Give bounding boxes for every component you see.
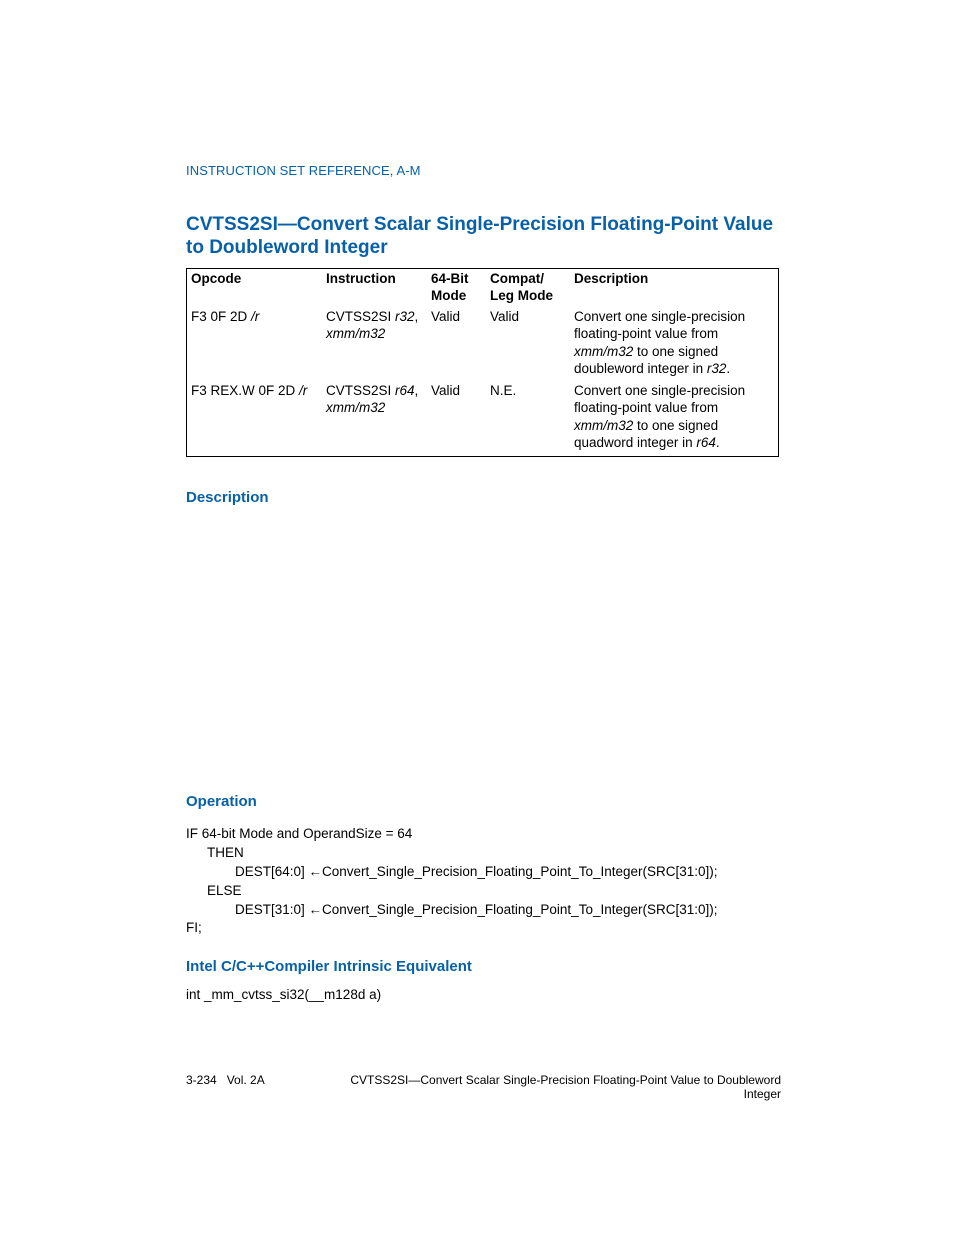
col-header-compat-line1: Compat/ — [490, 271, 544, 286]
footer-page-ref: 3-234 Vol. 2A — [186, 1073, 265, 1087]
operation-code-line-4: ELSE — [207, 883, 242, 898]
col-header-64bit-mode — [431, 270, 469, 305]
col-header-64bit-line2: Mode — [431, 288, 467, 304]
row2-desc-operand: xmm/m32 — [574, 417, 634, 433]
row2-desc-line1: Convert one single-precision — [574, 383, 746, 398]
row1-instruction — [326, 308, 418, 343]
row1-desc-line2: floating-point value from — [574, 326, 719, 342]
col-header-opcode: Opcode — [191, 271, 242, 286]
row1-instr-sep: , — [414, 309, 419, 324]
col-header-compat-mode — [490, 270, 553, 305]
row2-description — [574, 382, 774, 451]
row2-opcode — [191, 382, 307, 399]
row2-instr-mnemonic: CVTSS2SI — [326, 383, 396, 398]
operation-code-line-2: THEN — [207, 845, 244, 860]
row1-desc-operand: xmm/m32 — [574, 343, 634, 359]
row2-64bit-mode: Valid — [431, 383, 461, 398]
row1-64bit-mode: Valid — [431, 309, 461, 324]
row1-instr-dest: r32 — [395, 309, 415, 324]
section-heading-description: Description — [186, 489, 269, 506]
section-heading-intrinsic: Intel C/C++Compiler Intrinsic Equivalent — [186, 958, 472, 975]
col-header-description: Description — [574, 271, 649, 286]
row1-desc-line3: to one signed — [633, 343, 719, 359]
row1-instr-src: xmm/m32 — [326, 326, 386, 342]
row1-opcode-text: F3 0F 2D — [191, 309, 252, 324]
col-header-instruction: Instruction — [326, 271, 396, 286]
row2-instr-dest: r64 — [395, 383, 415, 398]
row2-instruction — [326, 382, 418, 417]
opcode-table — [186, 268, 779, 457]
row1-desc-line1: Convert one single-precision — [574, 309, 746, 324]
row1-description — [574, 308, 774, 377]
row2-desc-line3: to one signed — [633, 417, 719, 433]
row1-compat-mode: Valid — [490, 309, 520, 324]
row2-desc-line4: quadword integer in — [574, 434, 697, 450]
row2-desc-dest: r64 — [696, 434, 716, 450]
page-title: CVTSS2SI—Convert Scalar Single-Precision Floating-Point Value to Doubleword Integer — [186, 214, 774, 258]
operation-code-line-5: DEST[31:0] ←Convert_Single_Precision_Floating_Point_To_Integer(SRC[31:0]); — [235, 902, 718, 917]
row1-instr-mnemonic: CVTSS2SI — [326, 309, 396, 324]
row2-compat-mode: N.E. — [490, 383, 517, 398]
section-heading-operation: Operation — [186, 793, 257, 810]
operation-code-line-6: FI; — [186, 920, 202, 935]
row1-desc-dest: r32 — [706, 360, 727, 376]
row2-instr-src: xmm/m32 — [326, 400, 386, 416]
row2-opcode-modrm: /r — [299, 383, 308, 398]
footer-doc-title: CVTSS2SI—Convert Scalar Single-Precision Floating-Point Value to Doubleword Integer — [350, 1073, 781, 1101]
row1-opcode — [191, 308, 259, 325]
row2-desc-line2: floating-point value from — [574, 400, 719, 416]
row2-opcode-text: F3 REX.W 0F 2D — [191, 383, 300, 398]
row1-desc-end: . — [726, 360, 731, 376]
running-header: INSTRUCTION SET REFERENCE, A-M — [186, 163, 421, 178]
operation-code-line-1: IF 64-bit Mode and OperandSize = 64 — [186, 826, 413, 841]
col-header-compat-line2: Leg Mode — [490, 288, 553, 304]
row1-desc-line4: doubleword integer in — [574, 360, 707, 376]
col-header-64bit-line1: 64-Bit — [431, 271, 469, 286]
row2-instr-sep: , — [414, 383, 419, 398]
row2-desc-end: . — [715, 434, 720, 450]
operation-code-line-3: DEST[64:0] ←Convert_Single_Precision_Floating_Point_To_Integer(SRC[31:0]); — [235, 864, 718, 879]
row1-opcode-modrm: /r — [251, 309, 260, 324]
intrinsic-code: int _mm_cvtss_si32(__m128d a) — [186, 987, 382, 1002]
